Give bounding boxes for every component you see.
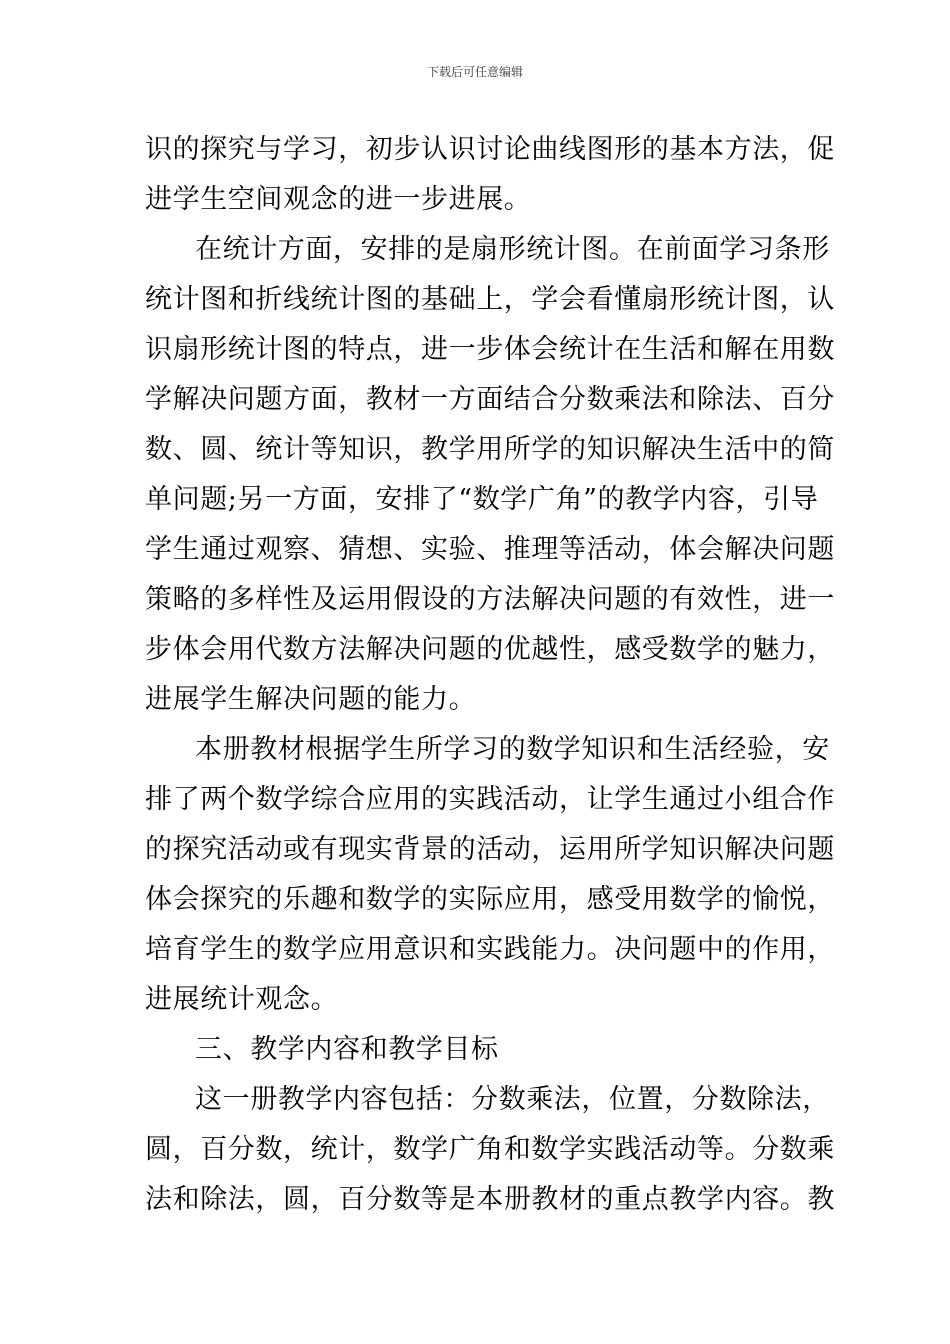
- text-line: 圆，百分数，统计，数学广角和数学实践活动等。分数乘: [145, 1134, 835, 1165]
- text-line: 数、圆、统计等知识，教学用所学的知识解决生活中的简: [145, 434, 835, 465]
- text-line: 法和除法，圆，百分数等是本册教材的重点教学内容。教: [145, 1184, 835, 1215]
- text-line: 培育学生的数学应用意识和实践能力。决问题中的作用，: [145, 934, 835, 965]
- paragraph-first-line: 在统计方面，安排的是扇形统计图。在前面学习条形: [195, 234, 830, 265]
- text-line: 学解决问题方面，教材一方面结合分数乘法和除法、百分: [145, 384, 835, 415]
- page-header: 下载后可任意编辑: [426, 65, 523, 79]
- text-line: 体会探究的乐趣和数学的实际应用，感受用数学的愉悦，: [145, 884, 835, 915]
- text-line: 进展统计观念。: [145, 984, 339, 1015]
- text-line: 统计图和折线统计图的基础上，学会看懂扇形统计图，认: [145, 284, 835, 315]
- paragraph-first-line: 这一册教学内容包括：分数乘法，位置，分数除法，: [195, 1084, 830, 1115]
- text-line: 步体会用代数方法解决问题的优越性，感受数学的魅力，: [145, 634, 835, 665]
- text-line: 学生通过观察、猜想、实验、推理等活动，体会解决问题: [145, 534, 835, 565]
- text-line: 的探究活动或有现实背景的活动，运用所学知识解决问题: [145, 834, 835, 865]
- text-line: 单问题;另一方面，安排了“数学广角”的教学内容，引导: [145, 484, 819, 515]
- text-line: 策略的多样性及运用假设的方法解决问题的有效性，进一: [145, 584, 835, 615]
- section-heading: 三、教学内容和教学目标: [195, 1034, 499, 1065]
- text-line: 识扇形统计图的特点，进一步体会统计在生活和解在用数: [145, 334, 835, 365]
- text-line: 排了两个数学综合应用的实践活动，让学生通过小组合作: [145, 784, 835, 815]
- paragraph-first-line: 本册教材根据学生所学习的数学知识和生活经验，安: [195, 734, 830, 765]
- text-line: 进展学生解决问题的能力。: [145, 684, 477, 715]
- text-line: 识的探究与学习，初步认识讨论曲线图形的基本方法，促: [145, 134, 835, 165]
- text-line: 进学生空间观念的进一步进展。: [145, 184, 532, 215]
